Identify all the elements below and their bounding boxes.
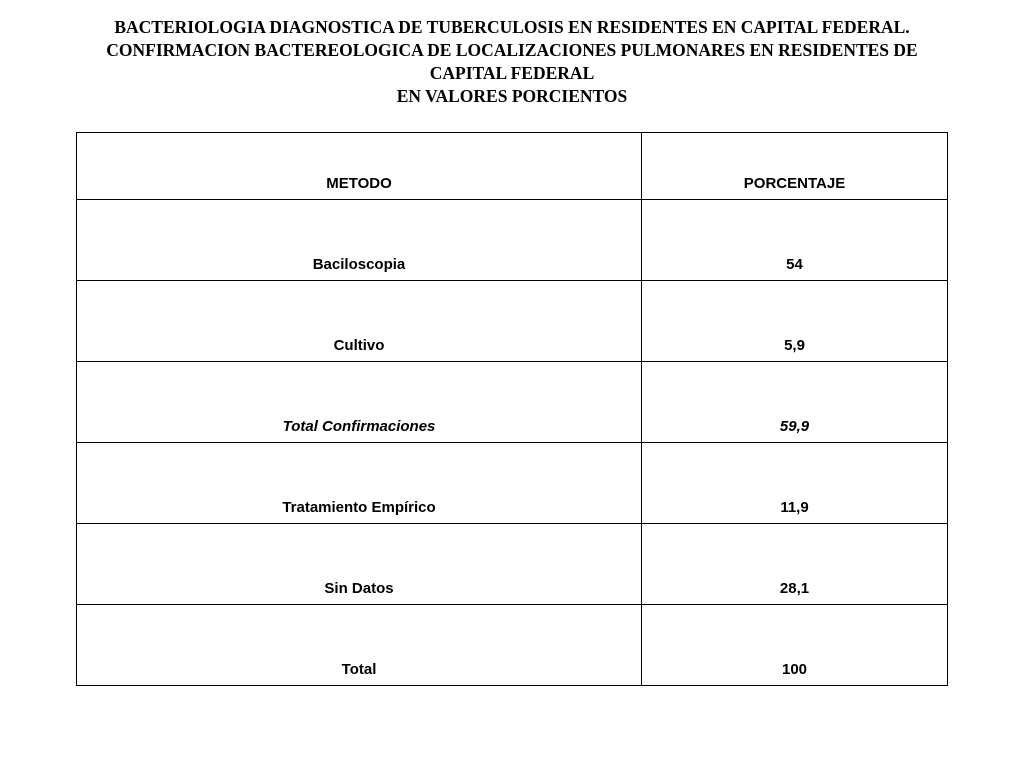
title-line-1: BACTERIOLOGIA DIAGNOSTICA DE TUBERCULOSIS EN RESIDENTES EN CAPITAL FEDERAL.	[114, 17, 910, 37]
table-row	[77, 605, 948, 686]
data-table	[76, 132, 948, 686]
method-cell: Sin Datos	[77, 524, 642, 605]
title-line-3: CAPITAL FEDERAL	[429, 63, 595, 83]
table-row	[77, 362, 948, 443]
document-title	[20, 16, 1004, 108]
table-row	[77, 281, 948, 362]
header-metodo: METODO	[77, 133, 642, 200]
method-cell: Cultivo	[77, 281, 642, 362]
table-row	[77, 200, 948, 281]
percentage-cell: 100	[642, 605, 948, 686]
table-row	[77, 443, 948, 524]
percentage-cell: 5,9	[642, 281, 948, 362]
method-cell: Total Confirmaciones	[77, 362, 642, 443]
title-line-4: EN VALORES PORCIENTOS	[396, 86, 628, 106]
data-table-container	[76, 132, 948, 686]
header-porcentaje: PORCENTAJE	[642, 133, 948, 200]
method-cell: Baciloscopia	[77, 200, 642, 281]
percentage-cell: 11,9	[642, 443, 948, 524]
percentage-cell: 54	[642, 200, 948, 281]
table-row	[77, 524, 948, 605]
method-cell: Tratamiento Empírico	[77, 443, 642, 524]
title-line-2: CONFIRMACION BACTEREOLOGICA DE LOCALIZACIONES PULMONARES EN RESIDENTES DE	[106, 40, 918, 60]
method-cell: Total	[77, 605, 642, 686]
table-header-row	[77, 133, 948, 200]
percentage-cell: 28,1	[642, 524, 948, 605]
percentage-cell: 59,9	[642, 362, 948, 443]
